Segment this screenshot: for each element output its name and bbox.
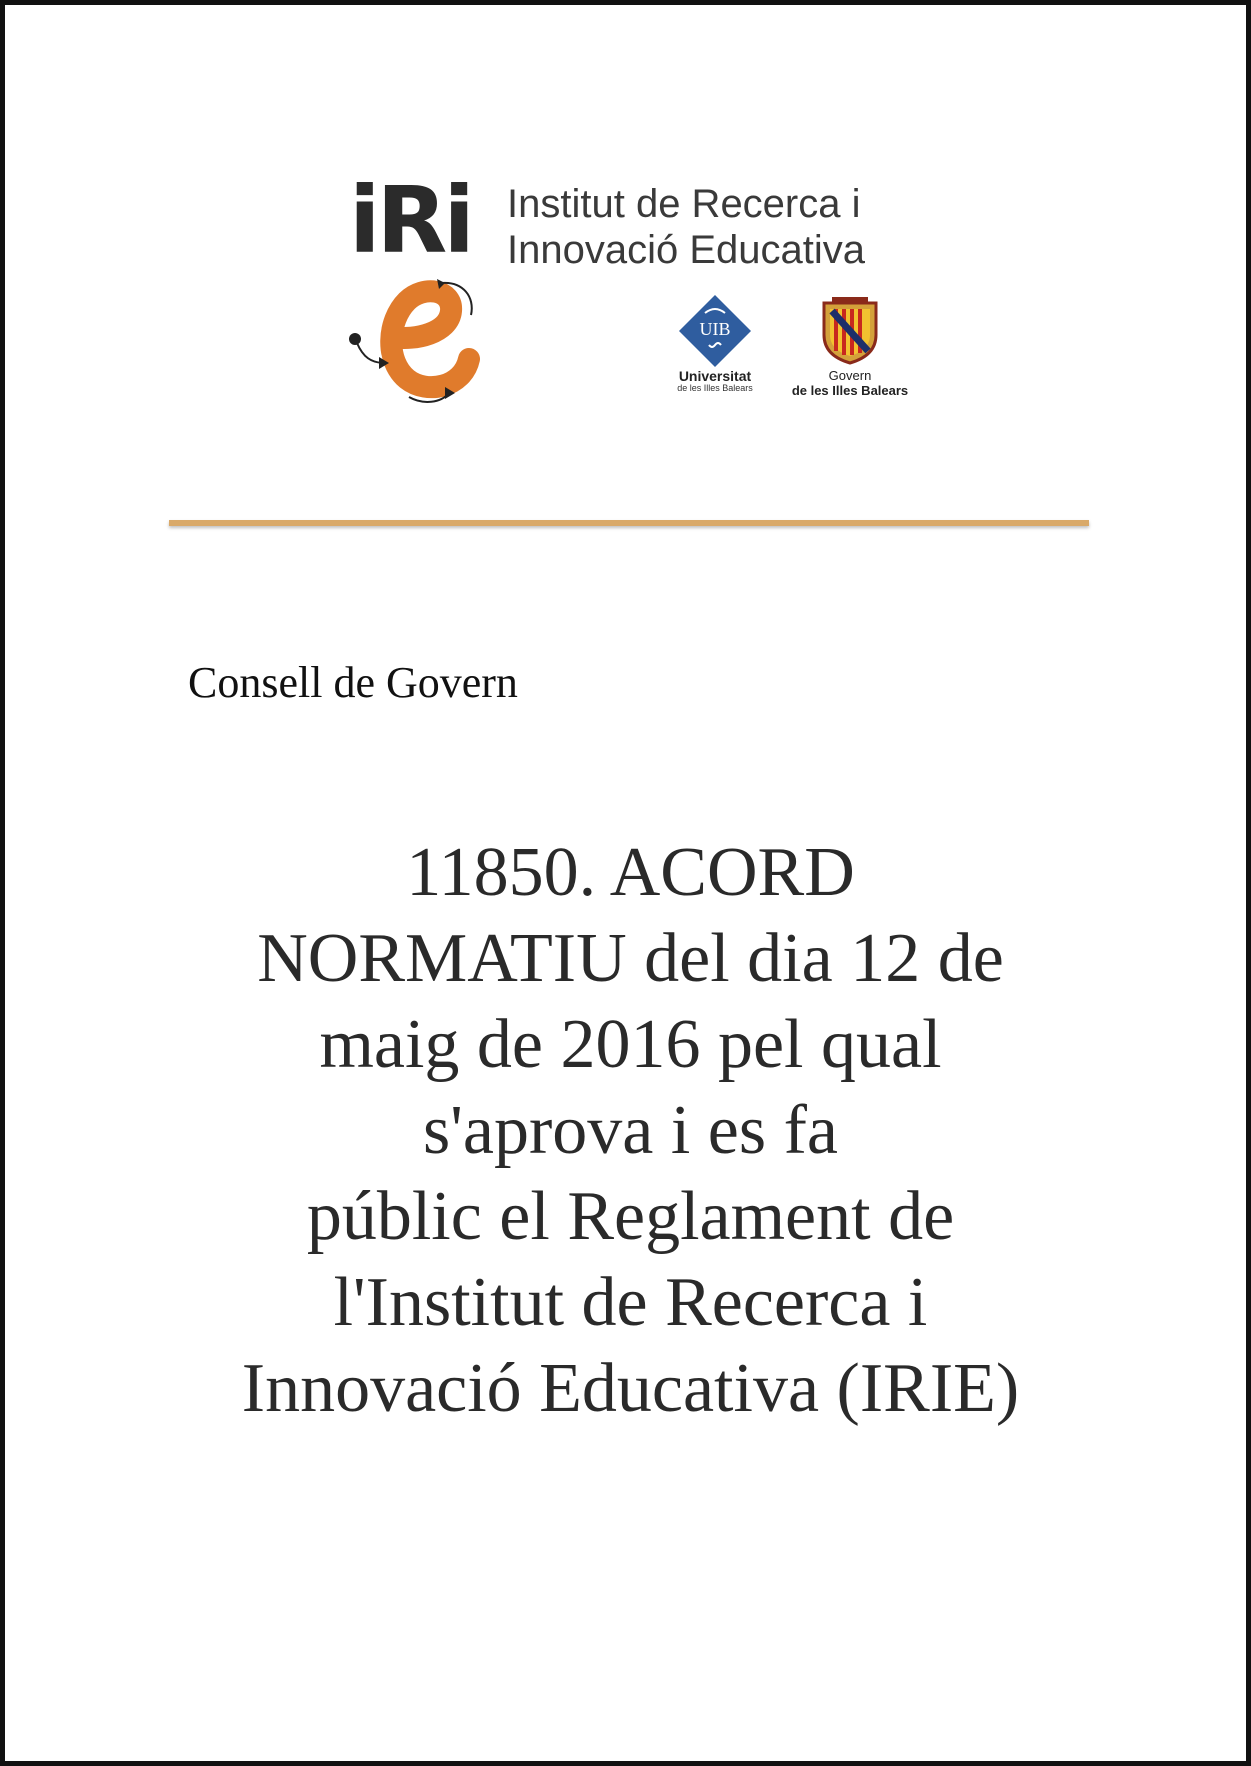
title-line: 11850. ACORD	[406, 834, 855, 911]
title-line: maig de 2016 pel qual	[319, 1006, 942, 1083]
institute-name-line: Innovació Educativa	[507, 228, 866, 272]
uib-logo	[670, 293, 760, 403]
govern-caption: Govern	[828, 368, 872, 383]
uib-caption-sub: de les Illes Balears	[677, 383, 753, 393]
govern-logo	[785, 297, 915, 407]
header-divider	[169, 520, 1089, 526]
title-line: Innovació Educativa (IRIE)	[241, 1350, 1020, 1427]
title-line: NORMATIU del dia 12 de	[257, 920, 1004, 997]
header-logos	[345, 167, 925, 415]
govern-caption-sub: de les Illes Balears	[791, 383, 909, 398]
section-label: Consell de Govern	[188, 658, 518, 707]
document-title	[155, 830, 1106, 1432]
title-line: s'aprova i es fa	[423, 1092, 838, 1169]
uib-caption: Universitat	[678, 368, 752, 384]
title-line: l'Institut de Recerca i	[333, 1264, 928, 1341]
uib-diamond-icon	[677, 293, 753, 369]
uib-badge-text: UIB	[699, 319, 731, 339]
iri-e-logo-icon	[345, 275, 485, 405]
institute-name	[507, 181, 865, 273]
title-line: públic el Reglament de	[306, 1178, 955, 1255]
govern-shield-icon	[820, 297, 880, 365]
iri-wordmark: iRi	[349, 167, 471, 274]
institute-name-line: Institut de Recerca i	[507, 182, 861, 226]
